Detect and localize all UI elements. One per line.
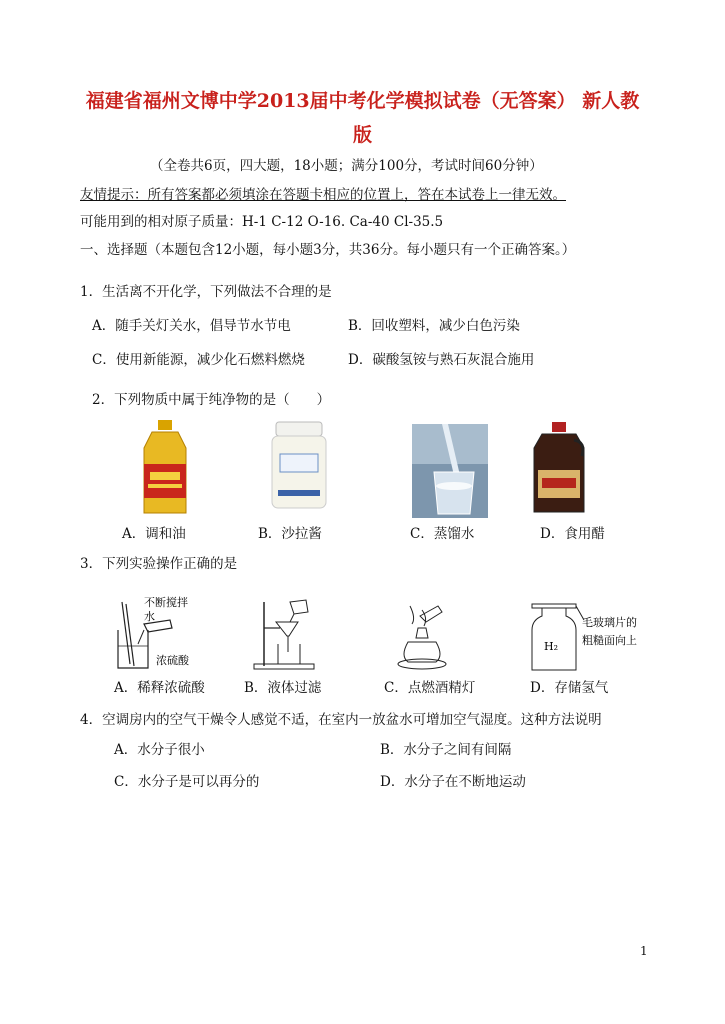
section-heading: 一、选择题（本题包含12小题，每小题3分，共36分。每小题只有一个正确答案。） bbox=[80, 242, 576, 258]
q1-option-b: B．回收塑料，减少白色污染 bbox=[348, 318, 520, 334]
vinegar-bottle-image bbox=[530, 420, 588, 516]
salad-dressing-jar-image bbox=[268, 420, 330, 512]
q2-option-d: D．食用醋 bbox=[540, 526, 605, 542]
fig-a-water-label: 水 bbox=[144, 610, 155, 623]
q4-stem: 4．空调房内的空气干燥令人感觉不适，在室内一放盆水可增加空气湿度。这种方法说明 bbox=[80, 712, 602, 728]
fig-d-label-1: 毛玻璃片的 bbox=[582, 616, 637, 629]
cooking-oil-bottle-image bbox=[130, 418, 200, 518]
q3-option-b: B．液体过滤 bbox=[244, 680, 322, 696]
q1-option-c: C．使用新能源，减少化石燃料燃烧 bbox=[92, 352, 305, 368]
fig-a-acid-label: 浓硫酸 bbox=[156, 654, 189, 667]
q4-option-d: D．水分子在不断地运动 bbox=[380, 774, 526, 790]
q4-option-a: A．水分子很小 bbox=[114, 742, 205, 758]
fig-a-stir-label: 不断搅拌 bbox=[144, 596, 188, 609]
exam-info: （全卷共6页，四大题，18小题；满分100分，考试时间60分钟） bbox=[150, 158, 543, 174]
q2-option-b: B．沙拉酱 bbox=[258, 526, 322, 542]
q2-option-a: A．调和油 bbox=[122, 526, 186, 542]
friendly-hint: 友情提示：所有答案都必须填涂在答题卡相应的位置上，答在本试卷上一律无效。 bbox=[80, 187, 566, 203]
document-title-line2: 版 bbox=[352, 124, 372, 146]
q3-option-a: A．稀释浓硫酸 bbox=[114, 680, 205, 696]
q3-option-d: D．存储氢气 bbox=[530, 680, 609, 696]
q3-stem: 3．下列实验操作正确的是 bbox=[80, 556, 238, 572]
alcohol-lamp-diagram bbox=[394, 602, 458, 672]
q3-option-c: C．点燃酒精灯 bbox=[384, 680, 476, 696]
hydrogen-storage-diagram bbox=[528, 600, 678, 674]
q2-stem: 2．下列物质中属于纯净物的是（ ） bbox=[92, 392, 331, 408]
q1-option-d: D．碳酸氢铵与熟石灰混合施用 bbox=[348, 352, 535, 368]
page-number: 1 bbox=[640, 944, 648, 958]
dilute-sulfuric-acid-diagram bbox=[108, 594, 200, 672]
document-title-line1: 福建省福州文博中学2013届中考化学模拟试卷（无答案） 新人教 bbox=[85, 90, 640, 112]
distilled-water-glass-image bbox=[412, 424, 488, 518]
fig-d-h2-label: H₂ bbox=[544, 640, 559, 653]
atomic-mass-line: 可能用到的相对原子质量：H-1 C-12 O-16. Ca-40 Cl-35.5 bbox=[80, 214, 444, 230]
q1-option-a: A．随手关灯关水，倡导节水节电 bbox=[92, 318, 291, 334]
q1-stem: 1．生活离不开化学，下列做法不合理的是 bbox=[80, 284, 332, 300]
fig-d-label-2: 粗糙面向上 bbox=[582, 634, 637, 647]
q2-option-c: C．蒸馏水 bbox=[410, 526, 475, 542]
q4-option-b: B．水分子之间有间隔 bbox=[380, 742, 512, 758]
q4-option-c: C．水分子是可以再分的 bbox=[114, 774, 260, 790]
filtration-diagram bbox=[250, 598, 320, 672]
